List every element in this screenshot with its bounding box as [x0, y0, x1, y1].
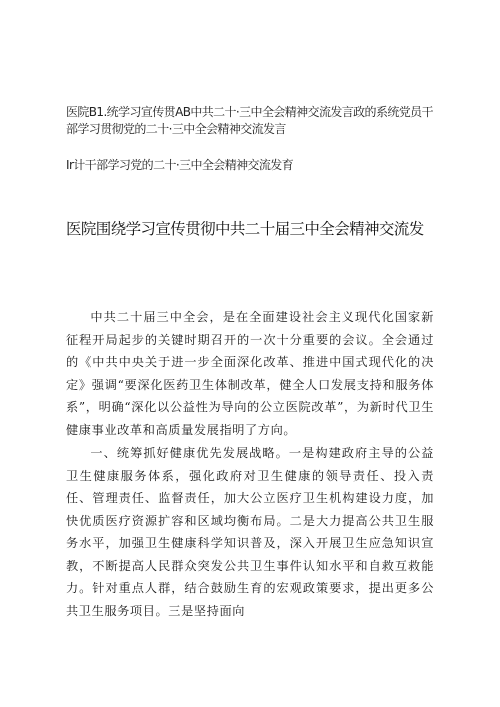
document-heading-2: Ir计干部学习党的二十·三中全会精神交流发育 — [66, 158, 294, 172]
document-heading-1: 医院B1.统学习宣传贯AB中共二十·三中全会精神交流发言政的系统党员干部学习贯彻党的二十·三中全会精神交流发言 — [66, 105, 433, 136]
body-paragraph-1: 中共二十届三中全会，是在全面建设社会主义现代化国家新征程开局起步的关键时期召开的一次十分重要的会议。全会通过的《中共中央关于进一步全面深化改革、推进中国式现代化的决定》强调“要深化医药卫生体制改革，健全人口发展支持和服务体系”，明确“深化以公益性为导向的公立医院改革”，为新时代卫生健康事业改革和高质量发展指明了方向。 — [66, 310, 434, 437]
body-paragraph-2: 一、统筹抓好健康优先发展战略。一是构建政府主导的公益卫生健康服务体系，强化政府对卫生健康的领导责任、投入责任、管理责任、监督责任，加大公立医疗卫生机构建设力度，加快优质医疗资源扩容和区域均衡布局。二是大力提高公共卫生服务水平，加强卫生健康科学知识普及，深入开展卫生应急知识宣教，不断提高人民群众突发公共卫生事件认知水平和自救互救能力。针对重点人群，结合鼓励生育的宏观政策要求，提出更多公共卫生服务项目。三是坚持面向 — [66, 446, 434, 618]
document-title: 医院围绕学习宣传贯彻中共二十届三中全会精神交流发 — [66, 220, 424, 238]
